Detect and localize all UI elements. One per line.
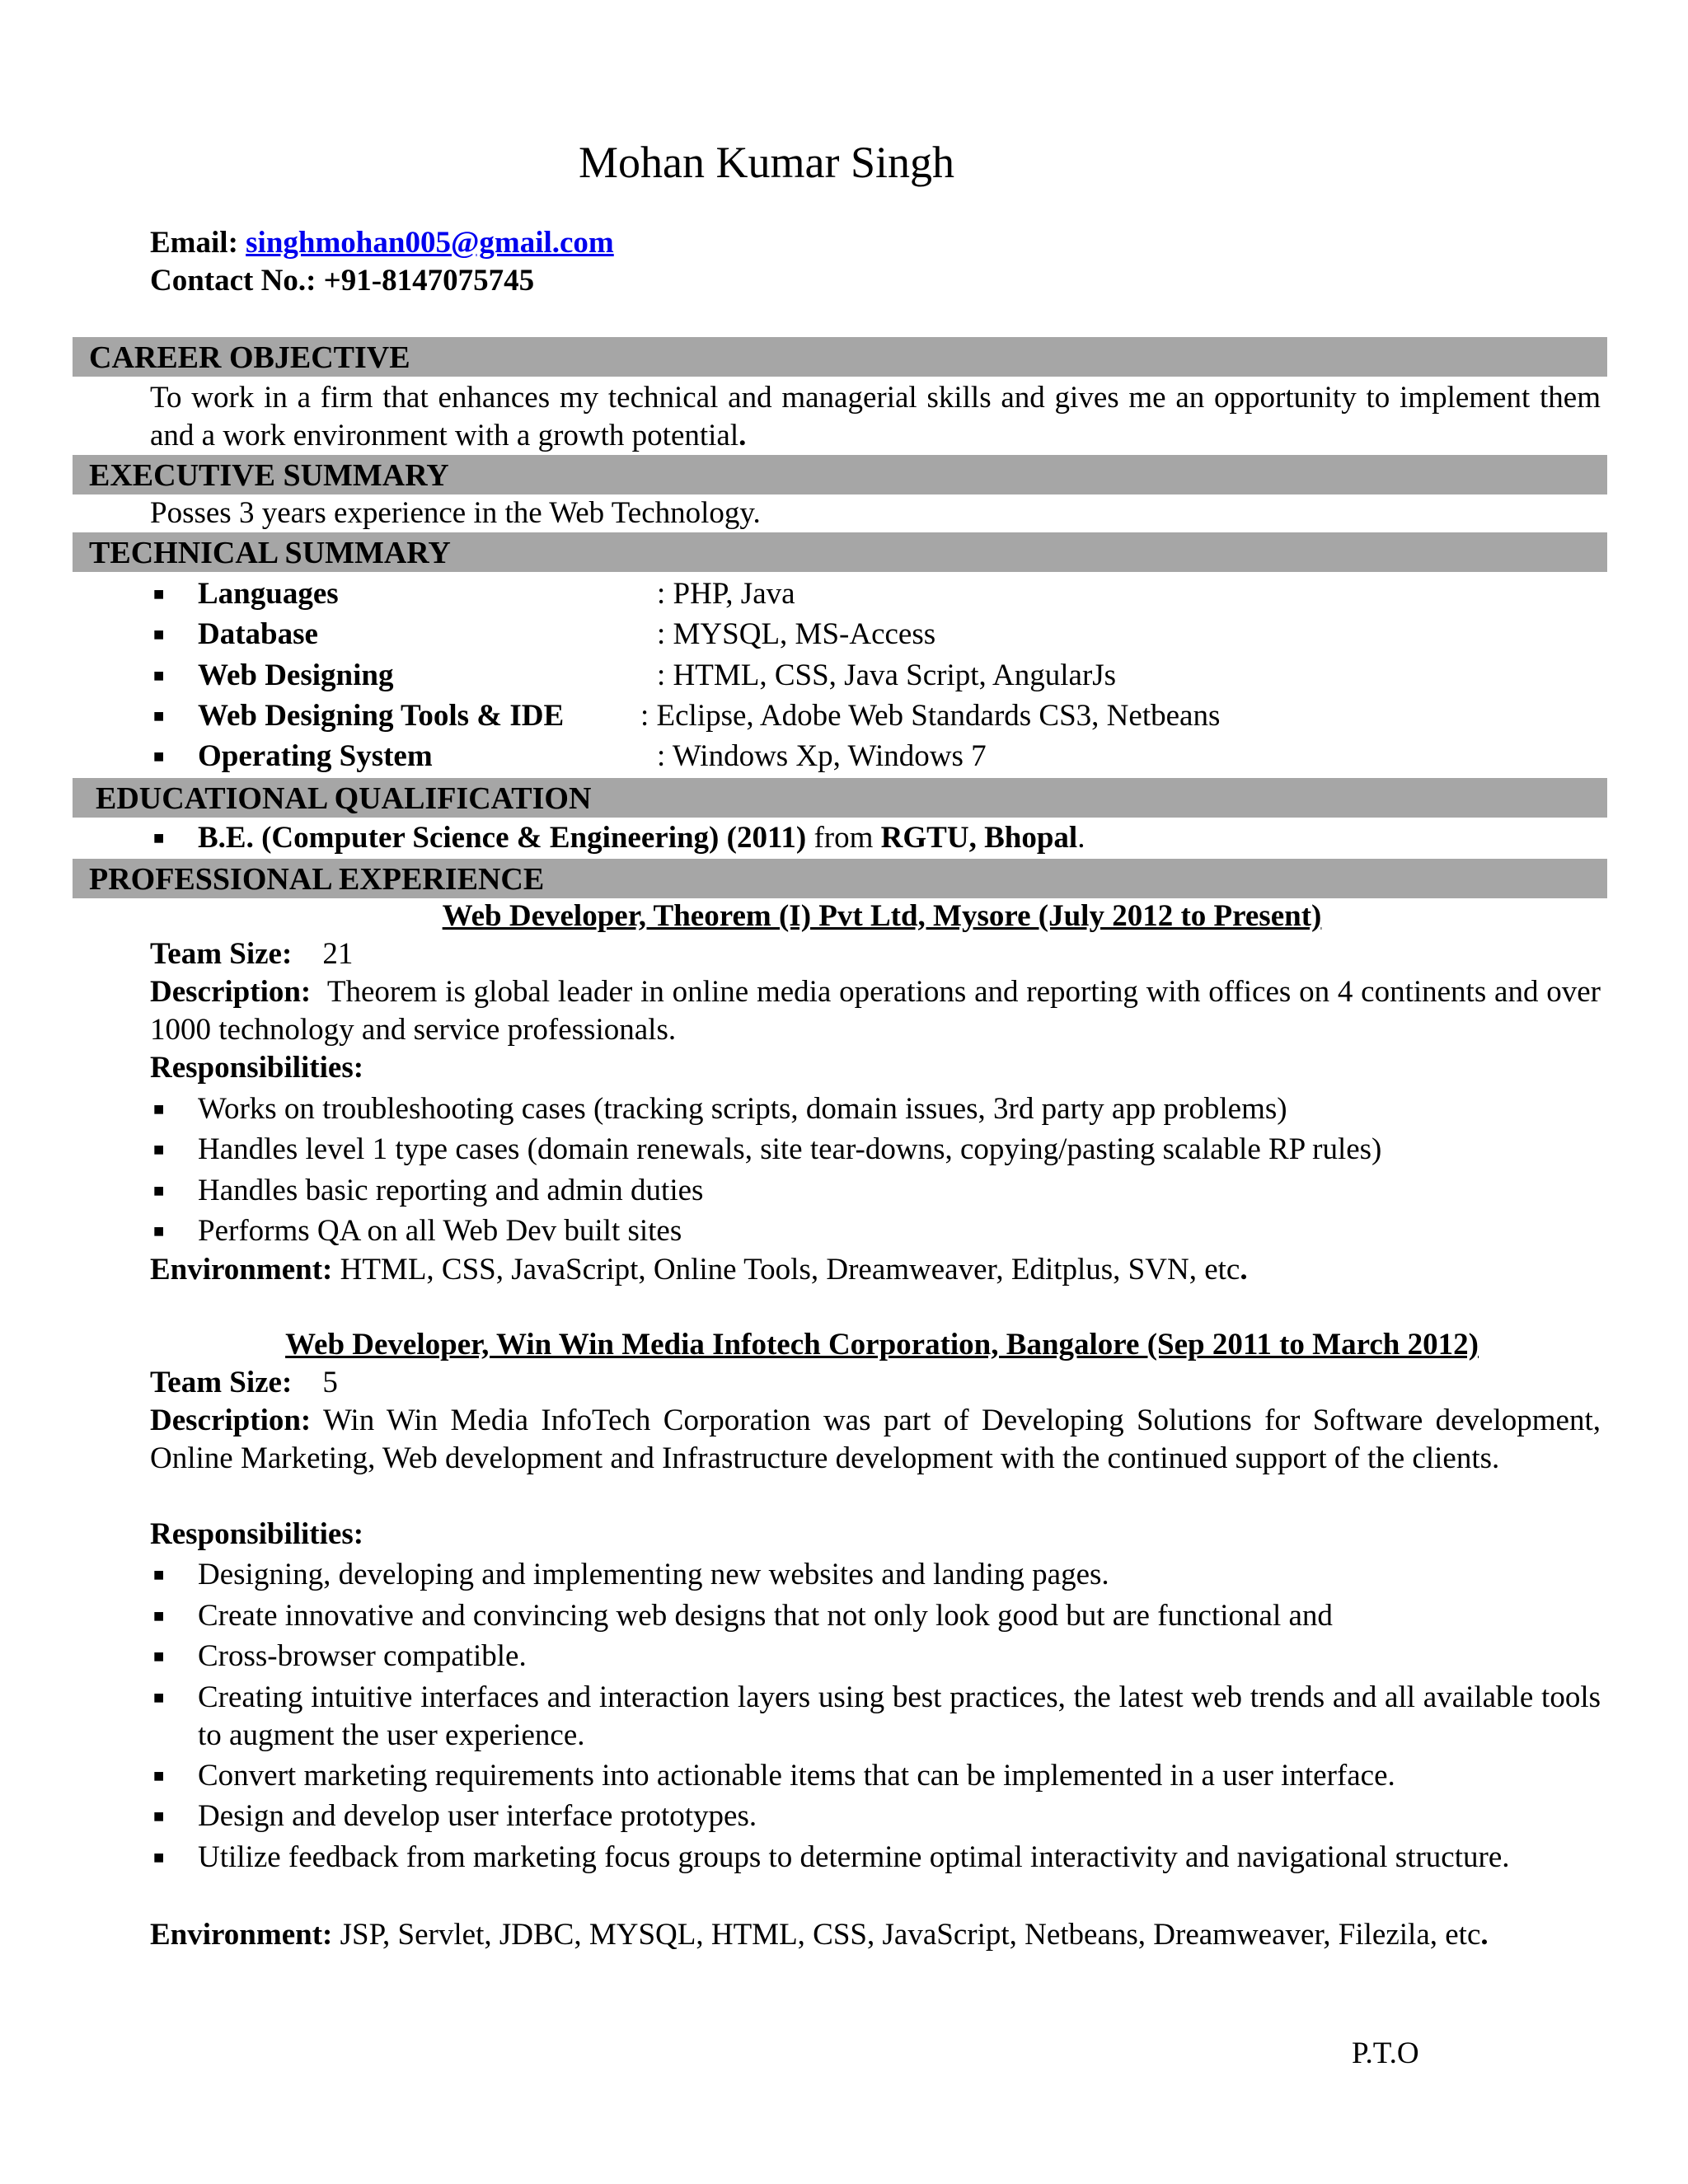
career-objective-text	[150, 379, 1601, 455]
environment-line	[150, 1251, 1248, 1289]
skill-key: Web Designing Tools & IDE	[198, 699, 565, 733]
page-turn-note: P.T.O	[1352, 2036, 1419, 2070]
responsibility-item: Convert marketing requirements into actionable items that can be implemented in a user interface.	[198, 1759, 1395, 1793]
bullet-icon: ■	[153, 1765, 165, 1786]
career-objective-heading: CAREER OBJECTIVE	[73, 337, 1607, 377]
email-line: Email: singhmohan005@gmail.com	[150, 226, 614, 260]
email-label: Email	[150, 226, 228, 260]
responsibility-item: Designing, developing and implementing new websites and landing pages.	[198, 1558, 1109, 1591]
job-description	[150, 1402, 1601, 1478]
responsibility-item: Handles level 1 type cases (domain renewals, site tear-downs, copying/pasting scalable RP rules)	[198, 1132, 1382, 1166]
environment-end: .	[1480, 1918, 1489, 1952]
job-title: Web Developer, Win Win Media Infotech Corporation, Bangalore (Sep 2011 to March 2012)	[285, 1328, 1479, 1361]
career-objective-period: .	[738, 419, 747, 452]
education-end: .	[1077, 821, 1085, 855]
team-size-value: 5	[322, 1366, 338, 1399]
skill-value: : PHP, Java	[657, 577, 795, 611]
description-text: Theorem is global leader in online media operations and reporting with offices on 4 continents and over 1000 technology and service professionals.	[150, 975, 1601, 1047]
responsibility-item: Works on troubleshooting cases (tracking scripts, domain issues, 3rd party app problems)	[198, 1092, 1287, 1126]
bullet-icon: ■	[153, 583, 165, 604]
environment-value: JSP, Servlet, JDBC, MYSQL, HTML, CSS, JavaScript, Netbeans, Dreamweaver, Filezila, etc	[340, 1918, 1481, 1952]
environment-line	[150, 1916, 1489, 1954]
bullet-icon: ■	[153, 1221, 165, 1241]
bullet-icon: ■	[153, 1139, 165, 1160]
phone-value: +91-8147075745	[323, 264, 535, 298]
environment-end: .	[1240, 1253, 1248, 1286]
skill-key: Web Designing	[198, 658, 394, 692]
job-title: Web Developer, Theorem (I) Pvt Ltd, Mysore (July 2012 to Present)	[442, 899, 1322, 933]
skill-key: Languages	[198, 577, 339, 611]
team-size-line	[150, 935, 353, 973]
bullet-icon: ■	[153, 1806, 165, 1826]
phone-label: Contact No.	[150, 264, 307, 298]
skill-value: : Eclipse, Adobe Web Standards CS3, Netbeans	[640, 699, 1221, 733]
career-objective-body: To work in a firm that enhances my technical and managerial skills and gives me an opportunity to implement them and a work environment with a growth potential	[150, 381, 1601, 452]
responsibility-item: Utilize feedback from marketing focus groups to determine optimal interactivity and navigational structure.	[198, 1840, 1510, 1874]
environment-label: Environment:	[150, 1918, 333, 1952]
education-heading: EDUCATIONAL QUALIFICATION	[73, 778, 1607, 818]
team-size-line	[150, 1364, 338, 1402]
technical-summary-heading: TECHNICAL SUMMARY	[73, 532, 1607, 572]
skill-value: : HTML, CSS, Java Script, AngularJs	[657, 658, 1117, 692]
institute: RGTU, Bhopal	[880, 821, 1078, 855]
bullet-icon: ■	[153, 827, 165, 848]
skill-value: : Windows Xp, Windows 7	[657, 739, 987, 773]
responsibility-item: Handles basic reporting and admin duties	[198, 1174, 704, 1207]
bullet-icon: ■	[153, 624, 165, 644]
executive-summary-text: Posses 3 years experience in the Web Technology.	[150, 496, 761, 530]
experience-heading: PROFESSIONAL EXPERIENCE	[73, 859, 1607, 898]
bullet-icon: ■	[153, 705, 165, 726]
education-item	[198, 819, 1085, 857]
bullet-icon: ■	[153, 665, 165, 686]
bullet-icon: ■	[153, 1099, 165, 1119]
team-size-label: Team Size:	[150, 937, 293, 971]
bullet-icon: ■	[153, 1605, 165, 1626]
job-description	[150, 973, 1601, 1049]
bullet-icon: ■	[153, 1646, 165, 1666]
description-label: Description:	[150, 975, 312, 1009]
skill-key: Database	[198, 617, 318, 651]
bullet-icon: ■	[153, 1564, 165, 1585]
degree: B.E. (Computer Science & Engineering) (2011)	[198, 821, 807, 855]
from-word: from	[806, 821, 881, 855]
bullet-icon: ■	[153, 1847, 165, 1868]
environment-value: HTML, CSS, JavaScript, Online Tools, Dreamweaver, Editplus, SVN, etc	[340, 1253, 1240, 1286]
team-size-value: 21	[322, 937, 354, 971]
executive-summary-heading: EXECUTIVE SUMMARY	[73, 455, 1607, 494]
phone-line: Contact No.: +91-8147075745	[150, 264, 535, 298]
bullet-icon: ■	[153, 1180, 165, 1201]
responsibility-item: Design and develop user interface prototypes.	[198, 1799, 757, 1833]
responsibilities-label: Responsibilities:	[150, 1517, 364, 1551]
skill-value: : MYSQL, MS-Access	[657, 617, 936, 651]
bullet-icon: ■	[153, 1687, 165, 1708]
responsibility-item: Cross-browser compatible.	[198, 1639, 527, 1673]
email-link[interactable]: singhmohan005@gmail.com	[246, 226, 614, 260]
description-label: Description:	[150, 1404, 312, 1437]
candidate-name: Mohan Kumar Singh	[579, 138, 954, 187]
bullet-icon: ■	[153, 746, 165, 766]
environment-label: Environment:	[150, 1253, 333, 1286]
responsibility-item: Creating intuitive interfaces and interaction layers using best practices, the latest web trends and all available tools to augment the user experience.	[198, 1680, 1601, 1752]
responsibility-item: Performs QA on all Web Dev built sites	[198, 1214, 682, 1248]
responsibilities-label: Responsibilities:	[150, 1051, 364, 1085]
skill-key: Operating System	[198, 739, 433, 773]
responsibility-item: Create innovative and convincing web designs that not only look good but are functional and	[198, 1599, 1333, 1633]
description-text: Win Win Media InfoTech Corporation was part of Developing Solutions for Software development, Online Marketing, Web development and Infrastructure development with the continued support of the clients.	[150, 1404, 1601, 1475]
team-size-label: Team Size:	[150, 1366, 293, 1399]
